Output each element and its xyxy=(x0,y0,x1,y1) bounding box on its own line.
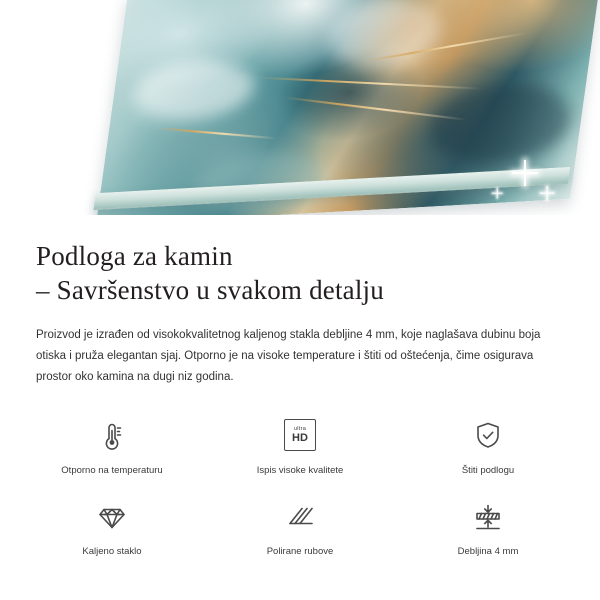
feature-label: Kaljeno staklo xyxy=(82,546,142,557)
ultra-hd-icon xyxy=(215,412,385,458)
feature-item-protection xyxy=(403,412,573,477)
product-description: Proizvod je izrađen od visokokvalitetnog kaljenog stakla debljine 4 mm, koje naglašava dubinu boja otiska i pruža elegantan sjaj. Otporno je na visoke temperature i štiti od oštećenja, čime osigurava prostor oko kamina na dugi niz godina. xyxy=(36,329,541,383)
feature-item-temperature xyxy=(27,412,197,477)
feature-item-thickness xyxy=(403,493,573,558)
feature-label: Štiti podlogu xyxy=(461,465,515,476)
thickness-icon xyxy=(403,493,573,539)
feature-grid xyxy=(0,412,600,558)
feature-item-print-quality xyxy=(215,412,385,477)
content-block xyxy=(0,215,600,388)
feature-label: Debljina 4 mm xyxy=(457,546,519,557)
feature-label: Ispis visoke kvalitete xyxy=(256,465,344,476)
polished-edges-icon xyxy=(215,493,385,539)
feature-label: Polirane rubove xyxy=(266,546,334,557)
title-line-1: Podloga za kamin xyxy=(36,241,233,271)
diamond-icon xyxy=(27,493,197,539)
ultra-hd-badge-top: ultra xyxy=(293,426,307,432)
title-line-2: – Savršenstvo u svakom detalju xyxy=(36,275,384,305)
feature-item-polished-edges xyxy=(215,493,385,558)
page-title xyxy=(36,239,564,307)
hero-image xyxy=(0,0,600,215)
feature-item-tempered-glass xyxy=(27,493,197,558)
ultra-hd-badge-bottom: HD xyxy=(292,432,308,444)
shield-check-icon xyxy=(403,412,573,458)
feature-label: Otporno na temperaturu xyxy=(61,465,163,476)
thermometer-icon xyxy=(27,412,197,458)
